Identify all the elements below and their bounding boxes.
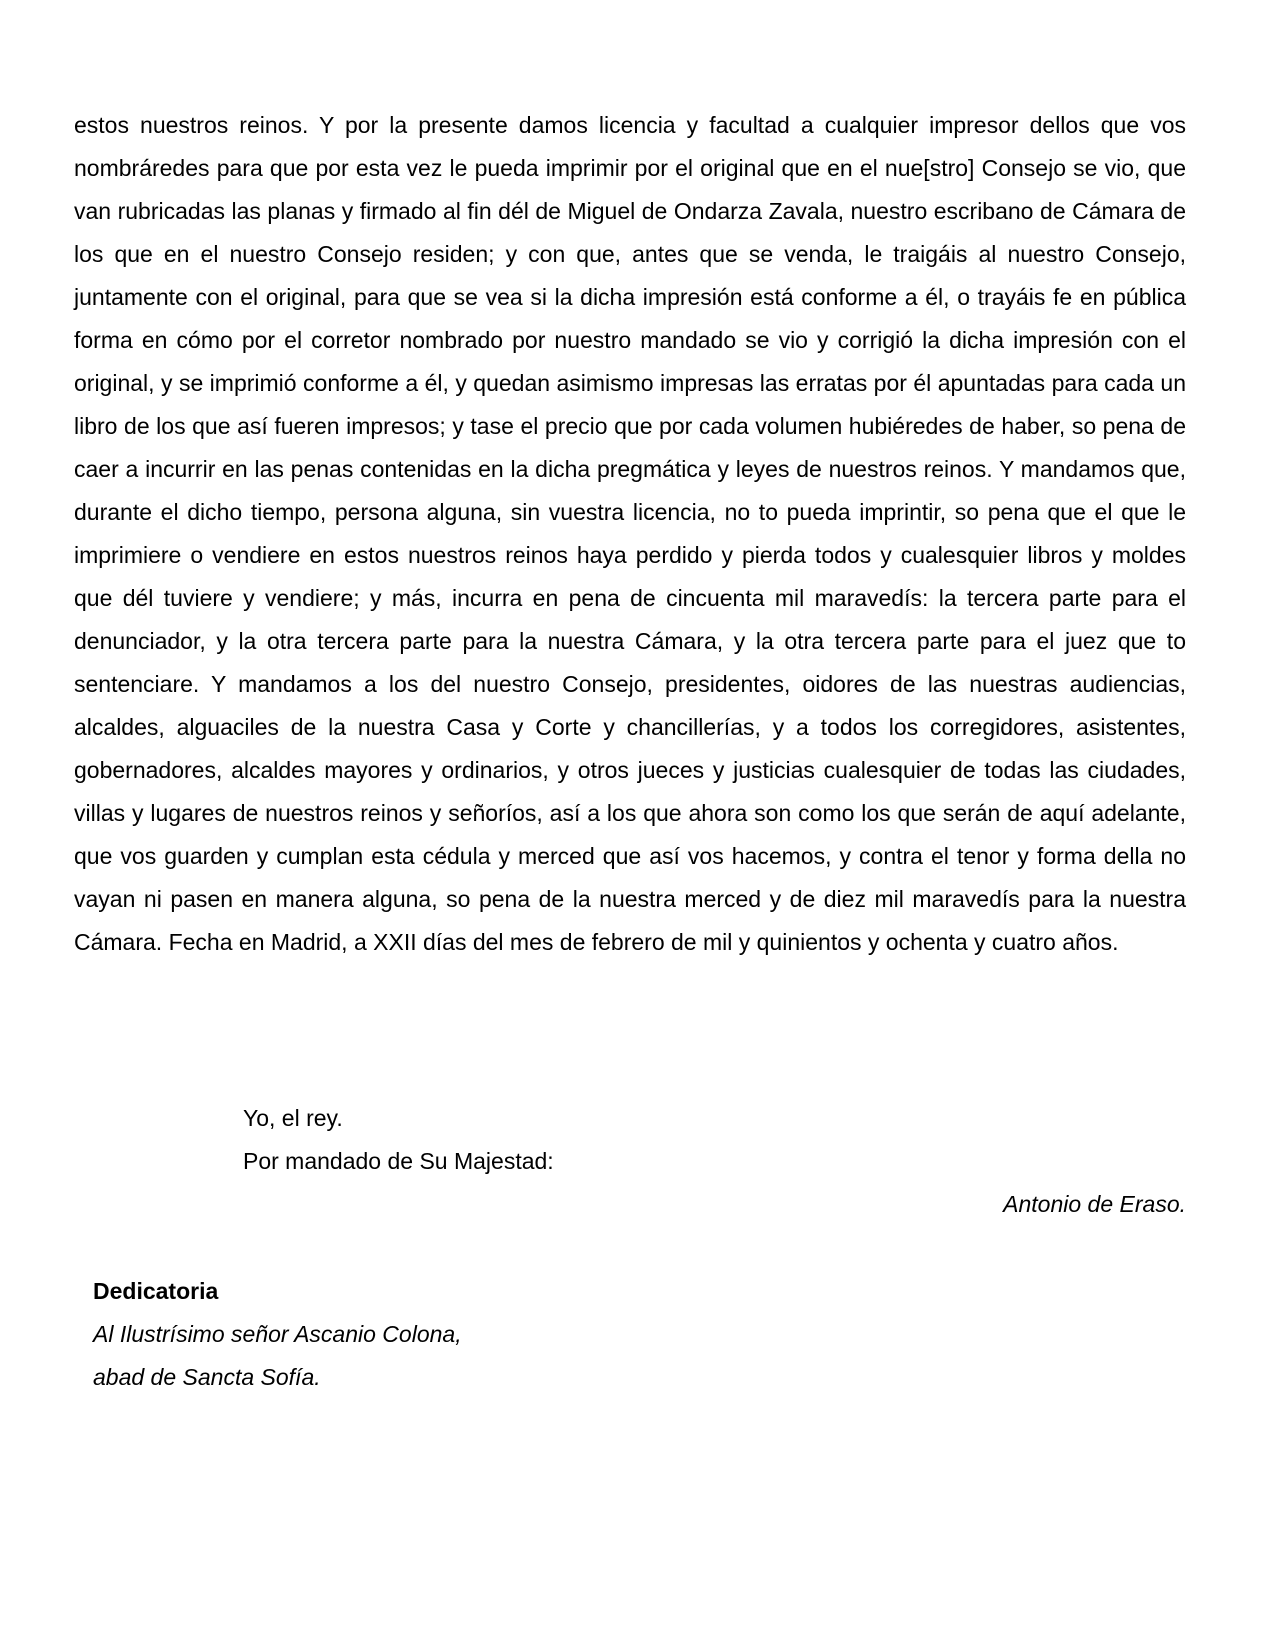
dedication-heading: Dedicatoria xyxy=(93,1278,219,1304)
signature-line-mandate: Por mandado de Su Majestad: xyxy=(243,1148,554,1174)
signature-block xyxy=(243,1097,1186,1226)
signature-name: Antonio de Eraso. xyxy=(1003,1191,1186,1217)
body-paragraph: estos nuestros reinos. Y por la presente damos licencia y facultad a cualquier impresor dellos que vos nombráredes para que por esta vez le pueda imprimir por el original que en el nue[stro] Consejo se vio, que van rubricadas las planas y firmado al fin dél de Miguel de Ondarza Zavala, nuestro escribano de Cámara de los que en el nuestro Consejo residen; y con que, antes que se venda, le traigáis al nuestro Consejo, juntamente con el original, para que se vea si la dicha impresión está conforme a él, o trayáis fe en pública forma en cómo por el corretor nombrado por nuestro mandado se vio y corrigió la dicha impresión con el original, y se imprimió conforme a él, y quedan asimismo impresas las erratas por él apuntadas para cada un libro de los que así fueren impresos; y tase el precio que por cada volumen hubiéredes de haber, so pena de caer a incurrir en las penas contenidas en la dicha pregmática y leyes de nuestros reinos. Y mandamos que, durante el dicho tiempo, persona alguna, sin vuestra licencia, no to pueda imprintir, so pena que el que le imprimiere o vendiere en estos nuestros reinos haya perdido y pierda todos y cualesquier libros y moldes que dél tuviere y vendiere; y más, incurra en pena de cincuenta mil maravedís: la tercera parte para el denunciador, y la otra tercera parte para la nuestra Cámara, y la otra tercera parte para el juez que to sentenciare. Y mandamos a los del nuestro Consejo, presidentes, oidores de las nuestras audiencias, alcaldes, alguaciles de la nuestra Casa y Corte y chancillerías, y a todos los corregidores, asistentes, gobernadores, alcaldes mayores y ordinarios, y otros jueces y justicias cualesquier de todas las ciudades, villas y lugares de nuestros reinos y señoríos, así a los que ahora son como los que serán de aquí adelante, que vos guarden y cumplan esta cédula y merced que así vos hacemos, y contra el tenor y forma della no vayan ni pasen en manera alguna, so pena de la nuestra merced y de diez mil maravedís para la nuestra Cámara. Fecha en Madrid, a XXII días del mes de febrero de mil y quinientos y ochenta y cuatro años. xyxy=(74,112,1186,955)
dedication-line-2: abad de Sancta Sofía. xyxy=(93,1364,321,1390)
signature-line-king: Yo, el rey. xyxy=(243,1105,343,1131)
dedication-block xyxy=(93,1270,793,1399)
dedication-line-1: Al Ilustrísimo señor Ascanio Colona, xyxy=(93,1321,462,1347)
